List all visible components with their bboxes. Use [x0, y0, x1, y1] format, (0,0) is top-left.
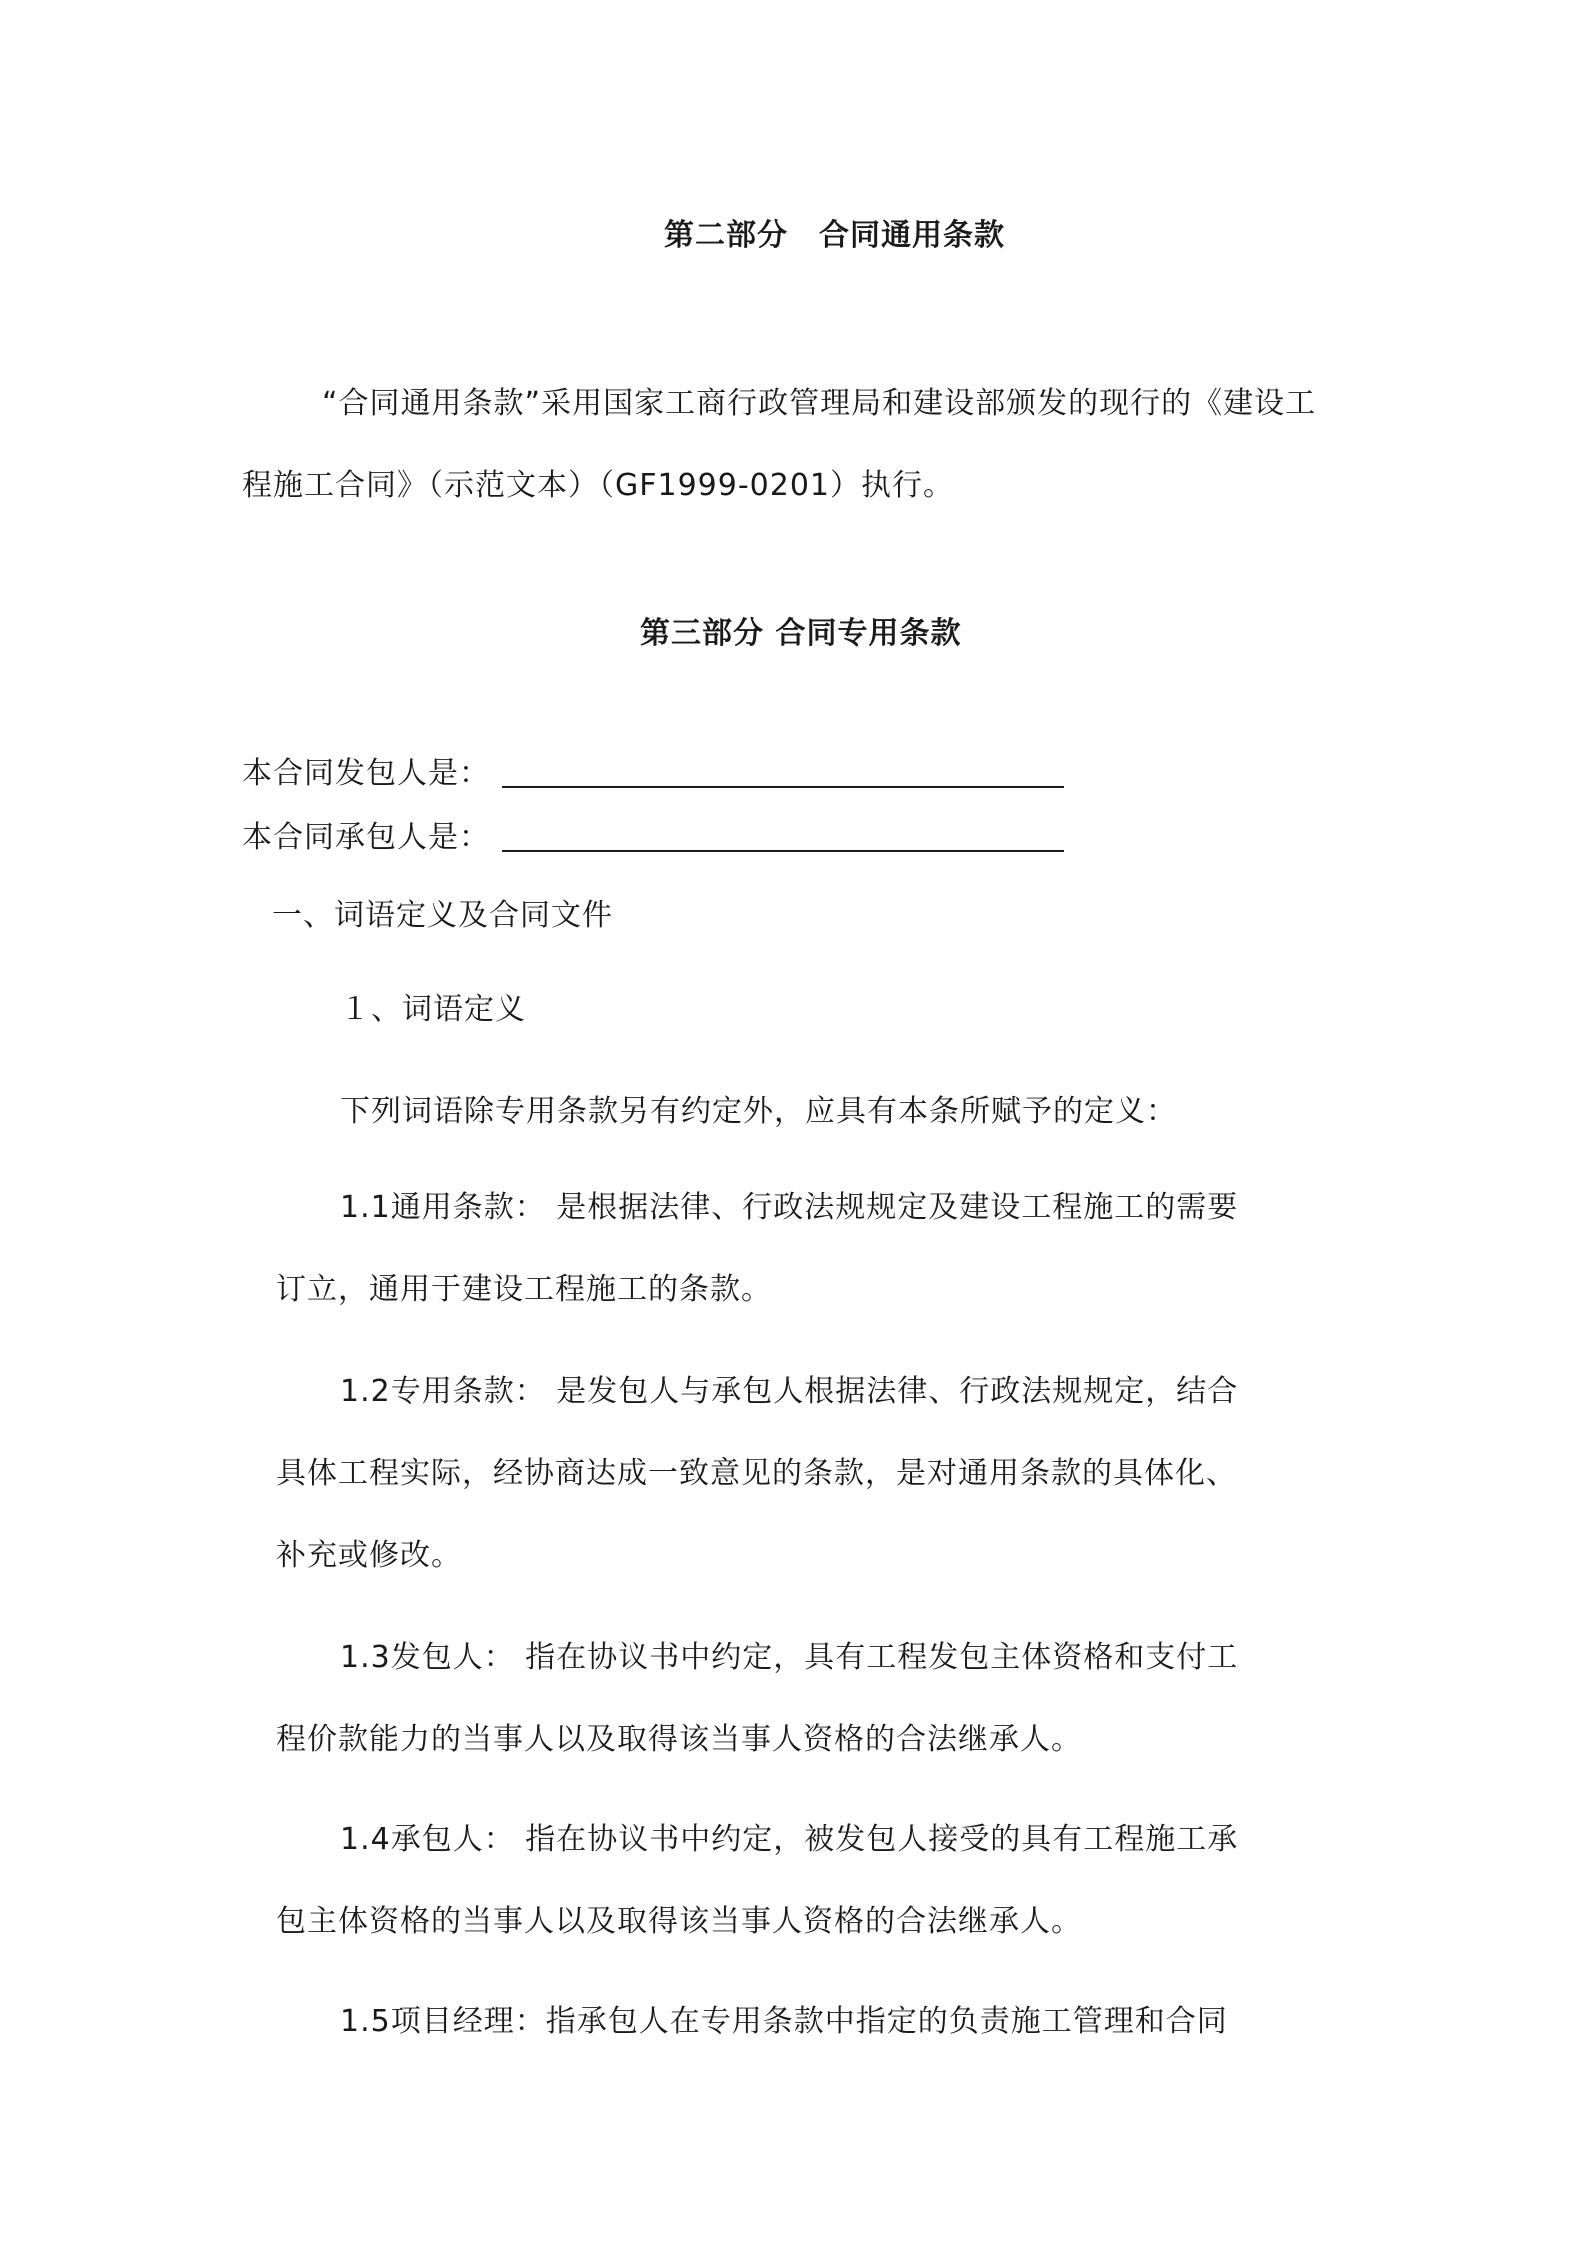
item-1-1-line-1: 1.1通用条款： 是根据法律、行政法规规定及建设工程施工的需要: [340, 1190, 1239, 1225]
section-1-title: 一、词语定义及合同文件: [272, 898, 613, 933]
item-1-2-line-3: 补充或修改。: [276, 1538, 462, 1573]
definitions-intro: 下列词语除专用条款另有约定外，应具有本条所赋予的定义：: [340, 1094, 1177, 1129]
item-1-4-line-2: 包主体资格的当事人以及取得该当事人资格的合法继承人。: [276, 1904, 1082, 1939]
item-1-3-line-1: 1.3发包人： 指在协议书中约定，具有工程发包主体资格和支付工: [340, 1640, 1239, 1675]
item-1-5-line-1: 1.5项目经理：指承包人在专用条款中指定的负责施工管理和合同: [340, 2004, 1228, 2039]
contractor-blank-line: [502, 850, 1064, 852]
employer-label: 本合同发包人是：: [242, 756, 490, 791]
employer-blank-line: [502, 786, 1064, 788]
part2-paragraph-line-1: “合同通用条款”采用国家工商行政管理局和建设部颁发的现行的《建设工: [322, 386, 1317, 421]
part2-title: 第二部分 合同通用条款: [664, 218, 1005, 253]
part2-paragraph-line-2: 程施工合同》（示范文本）（GF1999-0201）执行。: [242, 468, 955, 503]
item-1-4-line-1: 1.4承包人： 指在协议书中约定，被发包人接受的具有工程施工承: [340, 1822, 1239, 1857]
item-1-3-line-2: 程价款能力的当事人以及取得该当事人资格的合法继承人。: [276, 1722, 1082, 1757]
item-1-1-line-2: 订立，通用于建设工程施工的条款。: [276, 1272, 772, 1307]
part3-title: 第三部分 合同专用条款: [640, 616, 962, 651]
item-1-2-line-2: 具体工程实际，经协商达成一致意见的条款，是对通用条款的具体化、: [276, 1456, 1237, 1491]
item-1-2-line-1: 1.2专用条款： 是发包人与承包人根据法律、行政法规规定，结合: [340, 1374, 1239, 1409]
contractor-label: 本合同承包人是：: [242, 820, 490, 855]
subsection-1-title: １、词语定义: [340, 992, 526, 1027]
